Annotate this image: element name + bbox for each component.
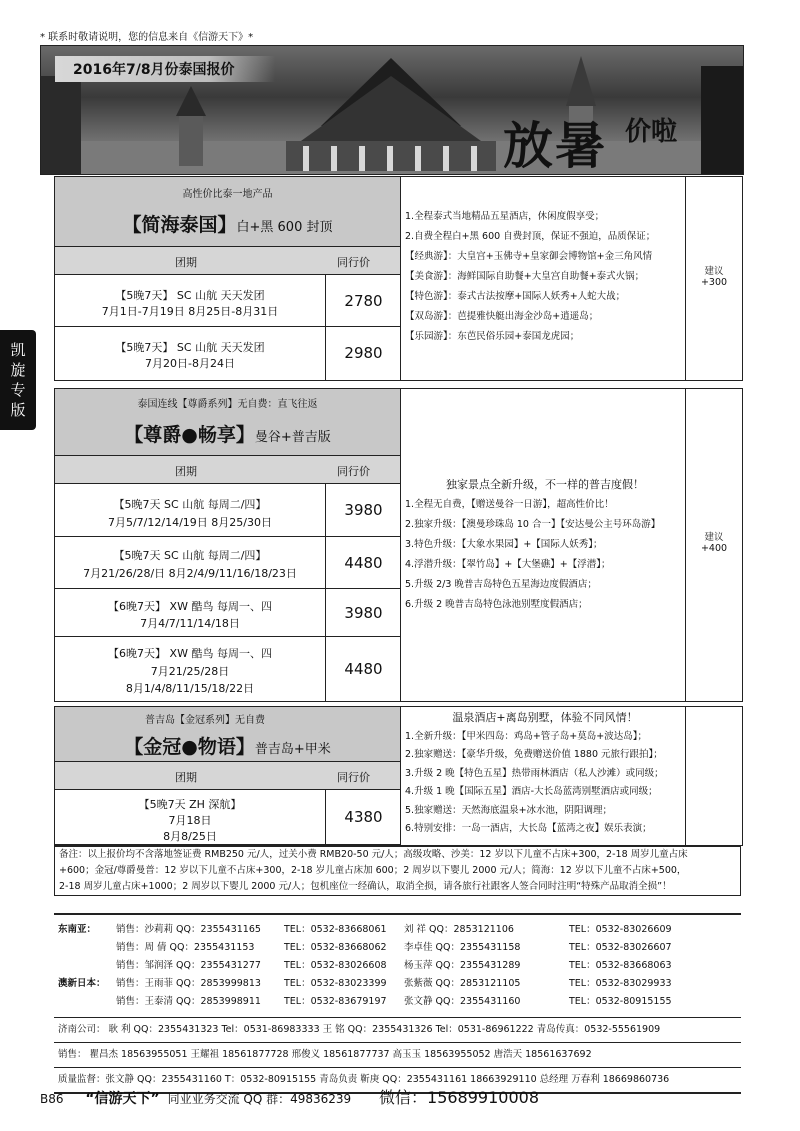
col-period: 团期 bbox=[175, 256, 197, 269]
table-row: 【5晚7天 SC 山航 每周二/四】 7月5/7/12/14/19日 8月25/30日 3980 bbox=[55, 484, 400, 537]
remark-note: 备注：以上报价均不含落地签证费 RMB250 元/人，过关小费 RMB20-50 元/人；高级攻略、沙美：12 岁以下儿童不占床+300，2-18 周岁儿童占床 +600；金冠/尊爵曼普：12 岁以下儿童不占床+300，2-18 岁儿童占床加 600；2 周岁以下婴儿 2000 元/人；简海：12 岁以下儿童不占床+500， 2-18 周岁儿童占床+1000；2 周岁以下婴儿 2000 元/人；包机座位一经确认，取消全损，请各旅行社跟客人签合同时注明“特殊产品取消全损”！ bbox=[54, 846, 741, 896]
list-item: 5.独家赠送：天然海底温泉+冰水池，阴阳调理； bbox=[405, 804, 613, 816]
list-item: 【乐园游】：东芭民俗乐园+泰国龙虎园； bbox=[405, 331, 580, 342]
column-header bbox=[55, 456, 400, 484]
price: 3980 bbox=[325, 484, 401, 537]
col-period: 团期 bbox=[175, 465, 197, 478]
product-block-jinguan bbox=[54, 706, 743, 846]
side-tab-char: 版 bbox=[10, 401, 26, 419]
price: 4480 bbox=[325, 537, 401, 589]
price-rows bbox=[55, 275, 400, 380]
contact-line-quality: 质量监督：张文静 QQ：2355431160 T：0532-80915155 青岛负责 靳庚 QQ：2355431161 18663929110 总经理 万春利 18669860736 bbox=[54, 1068, 741, 1094]
list-item: 1.全程泰式当地精品五星酒店，休闲度假享受； bbox=[405, 211, 605, 222]
suggest-tip: 建议 +400 bbox=[685, 389, 742, 701]
list-item: 6.升级 2 晚普吉岛特色泳池别墅度假酒店； bbox=[405, 599, 588, 610]
list-item: 【美食游】：海鲜国际自助餐+大皇宫自助餐+泰式火锅； bbox=[405, 271, 645, 282]
brand-name: “信游天下” bbox=[85, 1091, 160, 1107]
side-tab-char: 专 bbox=[10, 381, 26, 399]
list-item: 【双岛游】：芭提雅快艇出海金沙岛+逍遥岛； bbox=[405, 311, 599, 322]
table-row: 【6晚7天】 XW 酷鸟 每周一、四 7月4/7/11/14/18日 3980 bbox=[55, 589, 400, 637]
contact-directory bbox=[54, 913, 741, 1094]
feature-list bbox=[400, 707, 685, 845]
list-item: 2.独家赠送：【豪华升级，免费赠送价值 1880 元旅行跟拍】； bbox=[405, 749, 663, 760]
feature-headline: 温泉酒店+离岛别墅，体验不同风情！ bbox=[452, 711, 638, 724]
list-item: 【经典游】：大皇宫+玉佛寺+皇家御会博物馆+金三角风情 bbox=[405, 251, 653, 262]
list-item: 3.特色升级：【大象水果园】+【国际人妖秀】； bbox=[405, 539, 603, 550]
col-price: 同行价 bbox=[337, 256, 370, 269]
list-item: 1.全新升级：【甲米四岛：鸡岛+管子岛+莫岛+波达岛】； bbox=[405, 730, 647, 742]
table-row: 【5晚7天】 SC 山航 天天发团 7月1日-7月19日 8月25日-8月31日 2780 bbox=[55, 275, 400, 327]
list-item: 2.独家升级：【澳曼珍珠岛 10 合一】【安达曼公主号环岛游】 bbox=[405, 519, 661, 530]
table-row: 【6晚7天】 XW 酷鸟 每周一、四 7月21/25/28日 8月1/4/8/11/15/18/22日 4480 bbox=[55, 637, 400, 701]
suggest-tip-empty bbox=[685, 707, 742, 845]
feature-headline: 独家景点全新升级，不一样的普吉度假！ bbox=[446, 478, 644, 491]
product-header bbox=[55, 707, 400, 762]
list-item: 【特色游】：泰式古法按摩+国际人妖秀+人蛇大战； bbox=[405, 291, 626, 302]
list-item: 2.自费全程白+黑 600 自费封顶，保证不强迫，品质保证； bbox=[405, 231, 656, 242]
side-tab-kaixuan bbox=[0, 330, 36, 430]
qq-group: 同业业务交流 QQ 群：49836239 bbox=[167, 1092, 352, 1106]
side-tab-char: 凯 bbox=[10, 341, 26, 359]
column-header bbox=[55, 762, 400, 790]
wechat-contact: 微信：15689910008 bbox=[379, 1088, 539, 1107]
product-block-zunjue bbox=[54, 388, 743, 702]
source-note: * 联系时敬请说明，您的信息来自《信游天下》* bbox=[40, 32, 254, 43]
product-block-jianhai bbox=[54, 176, 743, 381]
list-item: 5.升级 2/3 晚普吉岛特色五星海边度假酒店； bbox=[405, 579, 597, 590]
product-subtitle: 泰国连线【尊爵系列】无自费：直飞往返 bbox=[137, 399, 318, 410]
price-rows bbox=[55, 484, 400, 701]
list-item: 4.浮潜升级：【翠竹岛】+【大堡礁】+【浮潜】； bbox=[405, 559, 611, 570]
product-subtitle: 普吉岛【金冠系列】无自费 bbox=[145, 715, 265, 726]
col-period: 团期 bbox=[175, 771, 197, 784]
contact-line-jinan: 济南公司： 耿 利 QQ：2355431323 Tel：0531-86983333 王 铭 QQ：2355431326 Tel：0531-86961222 青岛传真：0532-55561909 bbox=[54, 1018, 741, 1043]
feature-list bbox=[400, 177, 685, 380]
feature-list bbox=[400, 389, 685, 701]
product-subtitle: 高性价比泰一地产品 bbox=[182, 189, 273, 200]
product-title: 【简海泰国】白+黑 600 封顶 bbox=[122, 214, 333, 236]
page-footer bbox=[40, 1085, 539, 1108]
list-item: 1.全程无自费，【赠送曼谷一日游】，超高性价比！ bbox=[405, 499, 614, 510]
table-row: 【5晚7天 ZH 深航】 7月18日 8月8/25日 4380 bbox=[55, 790, 400, 845]
banner-title: 2016年7/8月份泰国报价 bbox=[55, 56, 275, 82]
suggest-tip: 建议 +300 bbox=[685, 177, 742, 380]
slogan-main: 放暑 bbox=[503, 116, 607, 175]
col-price: 同行价 bbox=[337, 465, 370, 478]
list-item: 4.升级 1 晚【国际五星】酒店-大长岛蓝湾别墅酒店或同级； bbox=[405, 786, 658, 797]
product-title-suffix: 普吉岛+甲米 bbox=[254, 742, 331, 757]
price: 3980 bbox=[325, 589, 401, 637]
col-price: 同行价 bbox=[337, 771, 370, 784]
product-title: 【金冠●物语】普吉岛+甲米 bbox=[124, 736, 331, 758]
contact-row: 澳新日本： 销售：王雨菲 QQ：2853999813 TEL：0532-83023399 张紫薇 QQ：2853121105 TEL：0532-83029933 bbox=[58, 978, 672, 989]
product-title-suffix: 曼谷+普吉版 bbox=[254, 430, 331, 445]
column-header bbox=[55, 247, 400, 275]
price: 2780 bbox=[325, 275, 401, 327]
product-title: 【尊爵●畅享】曼谷+普吉版 bbox=[124, 424, 331, 446]
product-header bbox=[55, 389, 400, 456]
table-row: 【5晚7天】 SC 山航 天天发团 7月20日-8月24日 2980 bbox=[55, 327, 400, 380]
price: 4380 bbox=[325, 790, 401, 845]
price: 2980 bbox=[325, 327, 401, 380]
contact-row: 销售：周 倩 QQ：2355431153 TEL：0532-83668062 李卓佳 QQ：2355431158 TEL：0532-83026607 bbox=[116, 942, 672, 953]
list-item: 3.升级 2 晚【特色五星】热带雨林酒店（私人沙滩）或同级； bbox=[405, 767, 664, 779]
product-title-suffix: 白+黑 600 封顶 bbox=[236, 220, 333, 235]
side-tab-char: 旋 bbox=[10, 361, 26, 379]
product-header bbox=[55, 177, 400, 247]
contact-row: 销售：邹润泽 QQ：2355431277 TEL：0532-83026608 杨玉萍 QQ：2355431289 TEL：0532-83668063 bbox=[116, 960, 672, 971]
list-item: 6.特别安排：一岛一酒店，大长岛【蓝湾之夜】娱乐表演； bbox=[405, 823, 652, 834]
slogan-sub: 价啦 bbox=[625, 117, 678, 147]
contact-line-sales: 销售： 瞿昌杰 18563955051 王耀祖 18561877728 邢俊义 18561877737 高玉玉 18563955052 唐浩天 18561637692 bbox=[54, 1043, 741, 1068]
price: 4480 bbox=[325, 637, 401, 701]
table-row: 【5晚7天 SC 山航 每周二/四】 7月21/26/28/日 8月2/4/9/11/16/18/23日 4480 bbox=[55, 537, 400, 589]
hero-banner bbox=[40, 45, 744, 175]
page-number: B86 bbox=[40, 1092, 64, 1106]
contact-row: 东南亚： 销售：沙莉莉 QQ：2355431165 TEL：0532-83668061 刘 祥 QQ：2853121106 TEL：0532-83026609 bbox=[58, 924, 672, 935]
contact-row: 销售：王泰清 QQ：2853998911 TEL：0532-83679197 张文静 QQ：2355431160 TEL：0532-80915155 bbox=[116, 996, 672, 1007]
